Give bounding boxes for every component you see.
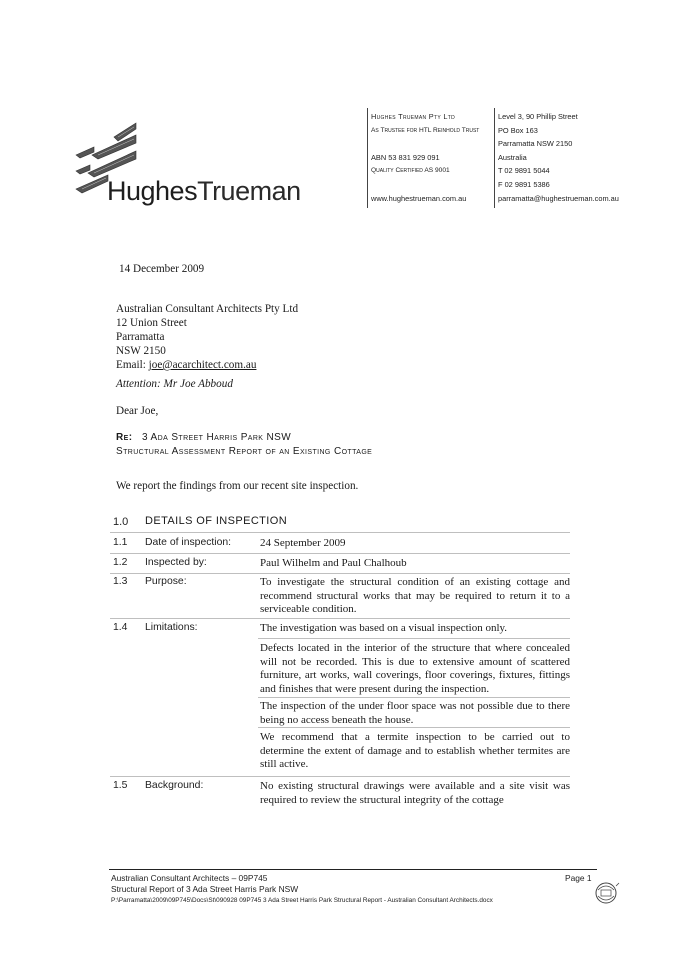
contact-details (498, 110, 638, 205)
item-value: The inspection of the under floor space was not possible due to there being no access beneath the house. (260, 700, 570, 726)
item-label: Limitations: (145, 622, 198, 633)
company-website[interactable]: www.hughestrueman.com.au (371, 193, 467, 203)
row-divider (110, 553, 570, 554)
salutation: Dear Joe, (116, 405, 159, 417)
address-line: Australian Consultant Architects Pty Ltd (116, 303, 299, 315)
row-divider (110, 573, 570, 574)
header-divider-right (494, 108, 495, 208)
item-label: Background: (145, 780, 204, 791)
company-spacer (371, 137, 493, 151)
subject-line-2: Structural Assessment Report of an Existing Cottage (116, 446, 373, 457)
quality-certification-icon (592, 880, 622, 906)
subject-block (116, 431, 372, 459)
item-label: Date of inspection: (145, 537, 232, 548)
row-divider (110, 776, 570, 777)
section-number: 1.0 (113, 516, 129, 528)
contact-phone: T 02 9891 5044 (498, 166, 550, 176)
item-number: 1.5 (113, 780, 128, 791)
company-abn: ABN 53 831 929 091 (371, 152, 440, 162)
row-divider (258, 638, 570, 639)
subject-address: 3 Ada Street Harris Park NSW (141, 432, 292, 443)
item-number: 1.3 (113, 576, 128, 587)
company-trust: As Trustee for HTL Reinhold Trust (371, 126, 480, 134)
item-value: The investigation was based on a visual inspection only. (260, 622, 508, 634)
email-label: Email: (116, 359, 149, 371)
address-line: NSW 2150 (116, 345, 166, 357)
intro-paragraph: We report the findings from our recent site inspection. (116, 480, 359, 492)
item-value: Defects located in the interior of the structure that where concealed will not be recorded. This is due to extensive amount of scattered furniture, art works, wall coverings, floor coverings, fixtures, fittings and finishes that were present during the inspection. (260, 642, 570, 696)
row-divider (258, 697, 570, 698)
company-spacer-2 (371, 178, 493, 192)
item-number: 1.1 (113, 537, 128, 548)
item-number: 1.4 (113, 622, 128, 633)
address-line: Parramatta (116, 331, 165, 343)
footer-client-line: Australian Consultant Architects – 09P745 (111, 873, 268, 883)
row-divider (258, 727, 570, 728)
footer-rule (109, 869, 597, 870)
email-line (116, 358, 298, 372)
page-number: Page 1 (565, 873, 592, 883)
logo-word-hughes: Hughes (107, 176, 198, 206)
section-title: DETAILS OF INSPECTION (145, 515, 288, 527)
contact-street: Level 3, 90 Phillip Street (498, 112, 578, 121)
item-value: Paul Wilhelm and Paul Chalhoub (260, 557, 407, 569)
company-logo-wordmark (107, 176, 301, 207)
item-value: 24 September 2009 (260, 537, 346, 549)
address-line: 12 Union Street (116, 317, 187, 329)
footer-report-line: Structural Report of 3 Ada Street Harris Park NSW (111, 883, 299, 894)
row-divider (110, 532, 570, 533)
header-divider-left (367, 108, 368, 208)
contact-country: Australia (498, 152, 527, 162)
item-value: We recommend that a termite inspection to be carried out to determine the extent of damage and to establish whether termites are still active. (260, 731, 570, 771)
item-value: No existing structural drawings were available and a site visit was required to review the structural integrity of the cottage (260, 780, 570, 806)
recipient-address (116, 302, 298, 372)
contact-city: Parramatta NSW 2150 (498, 139, 573, 149)
subject-re-label: Re: (116, 432, 133, 443)
logo-word-trueman: Trueman (197, 176, 301, 206)
item-label: Inspected by: (145, 557, 207, 568)
company-name: Hughes Trueman Pty Ltd (371, 112, 456, 121)
contact-email[interactable]: parramatta@hughestrueman.com.au (498, 193, 619, 203)
footer-file-path: P:\Parramatta\2009\09P745\Docs\St\090928 09P745 3 Ada Street Harris Park Structural Report - Australian Consultant Architects.docx (111, 897, 493, 904)
contact-fax: F 02 9891 5386 (498, 179, 550, 189)
company-quality: Quality Certified AS 9001 (371, 167, 450, 175)
item-label: Purpose: (145, 576, 187, 587)
letter-date: 14 December 2009 (119, 263, 205, 275)
company-details (371, 110, 493, 205)
attention-line: Attention: Mr Joe Abboud (116, 378, 233, 390)
item-number: 1.2 (113, 557, 128, 568)
recipient-email-link[interactable]: joe@acarchitect.com.au (148, 359, 257, 371)
row-divider (110, 618, 570, 619)
footer-reference (111, 873, 298, 894)
subject-line-1 (116, 431, 372, 445)
item-value: To investigate the structural condition of an existing cottage and recommend structural works that may be required to return it to a serviceable condition. (260, 576, 570, 616)
contact-pobox: PO Box 163 (498, 125, 538, 135)
